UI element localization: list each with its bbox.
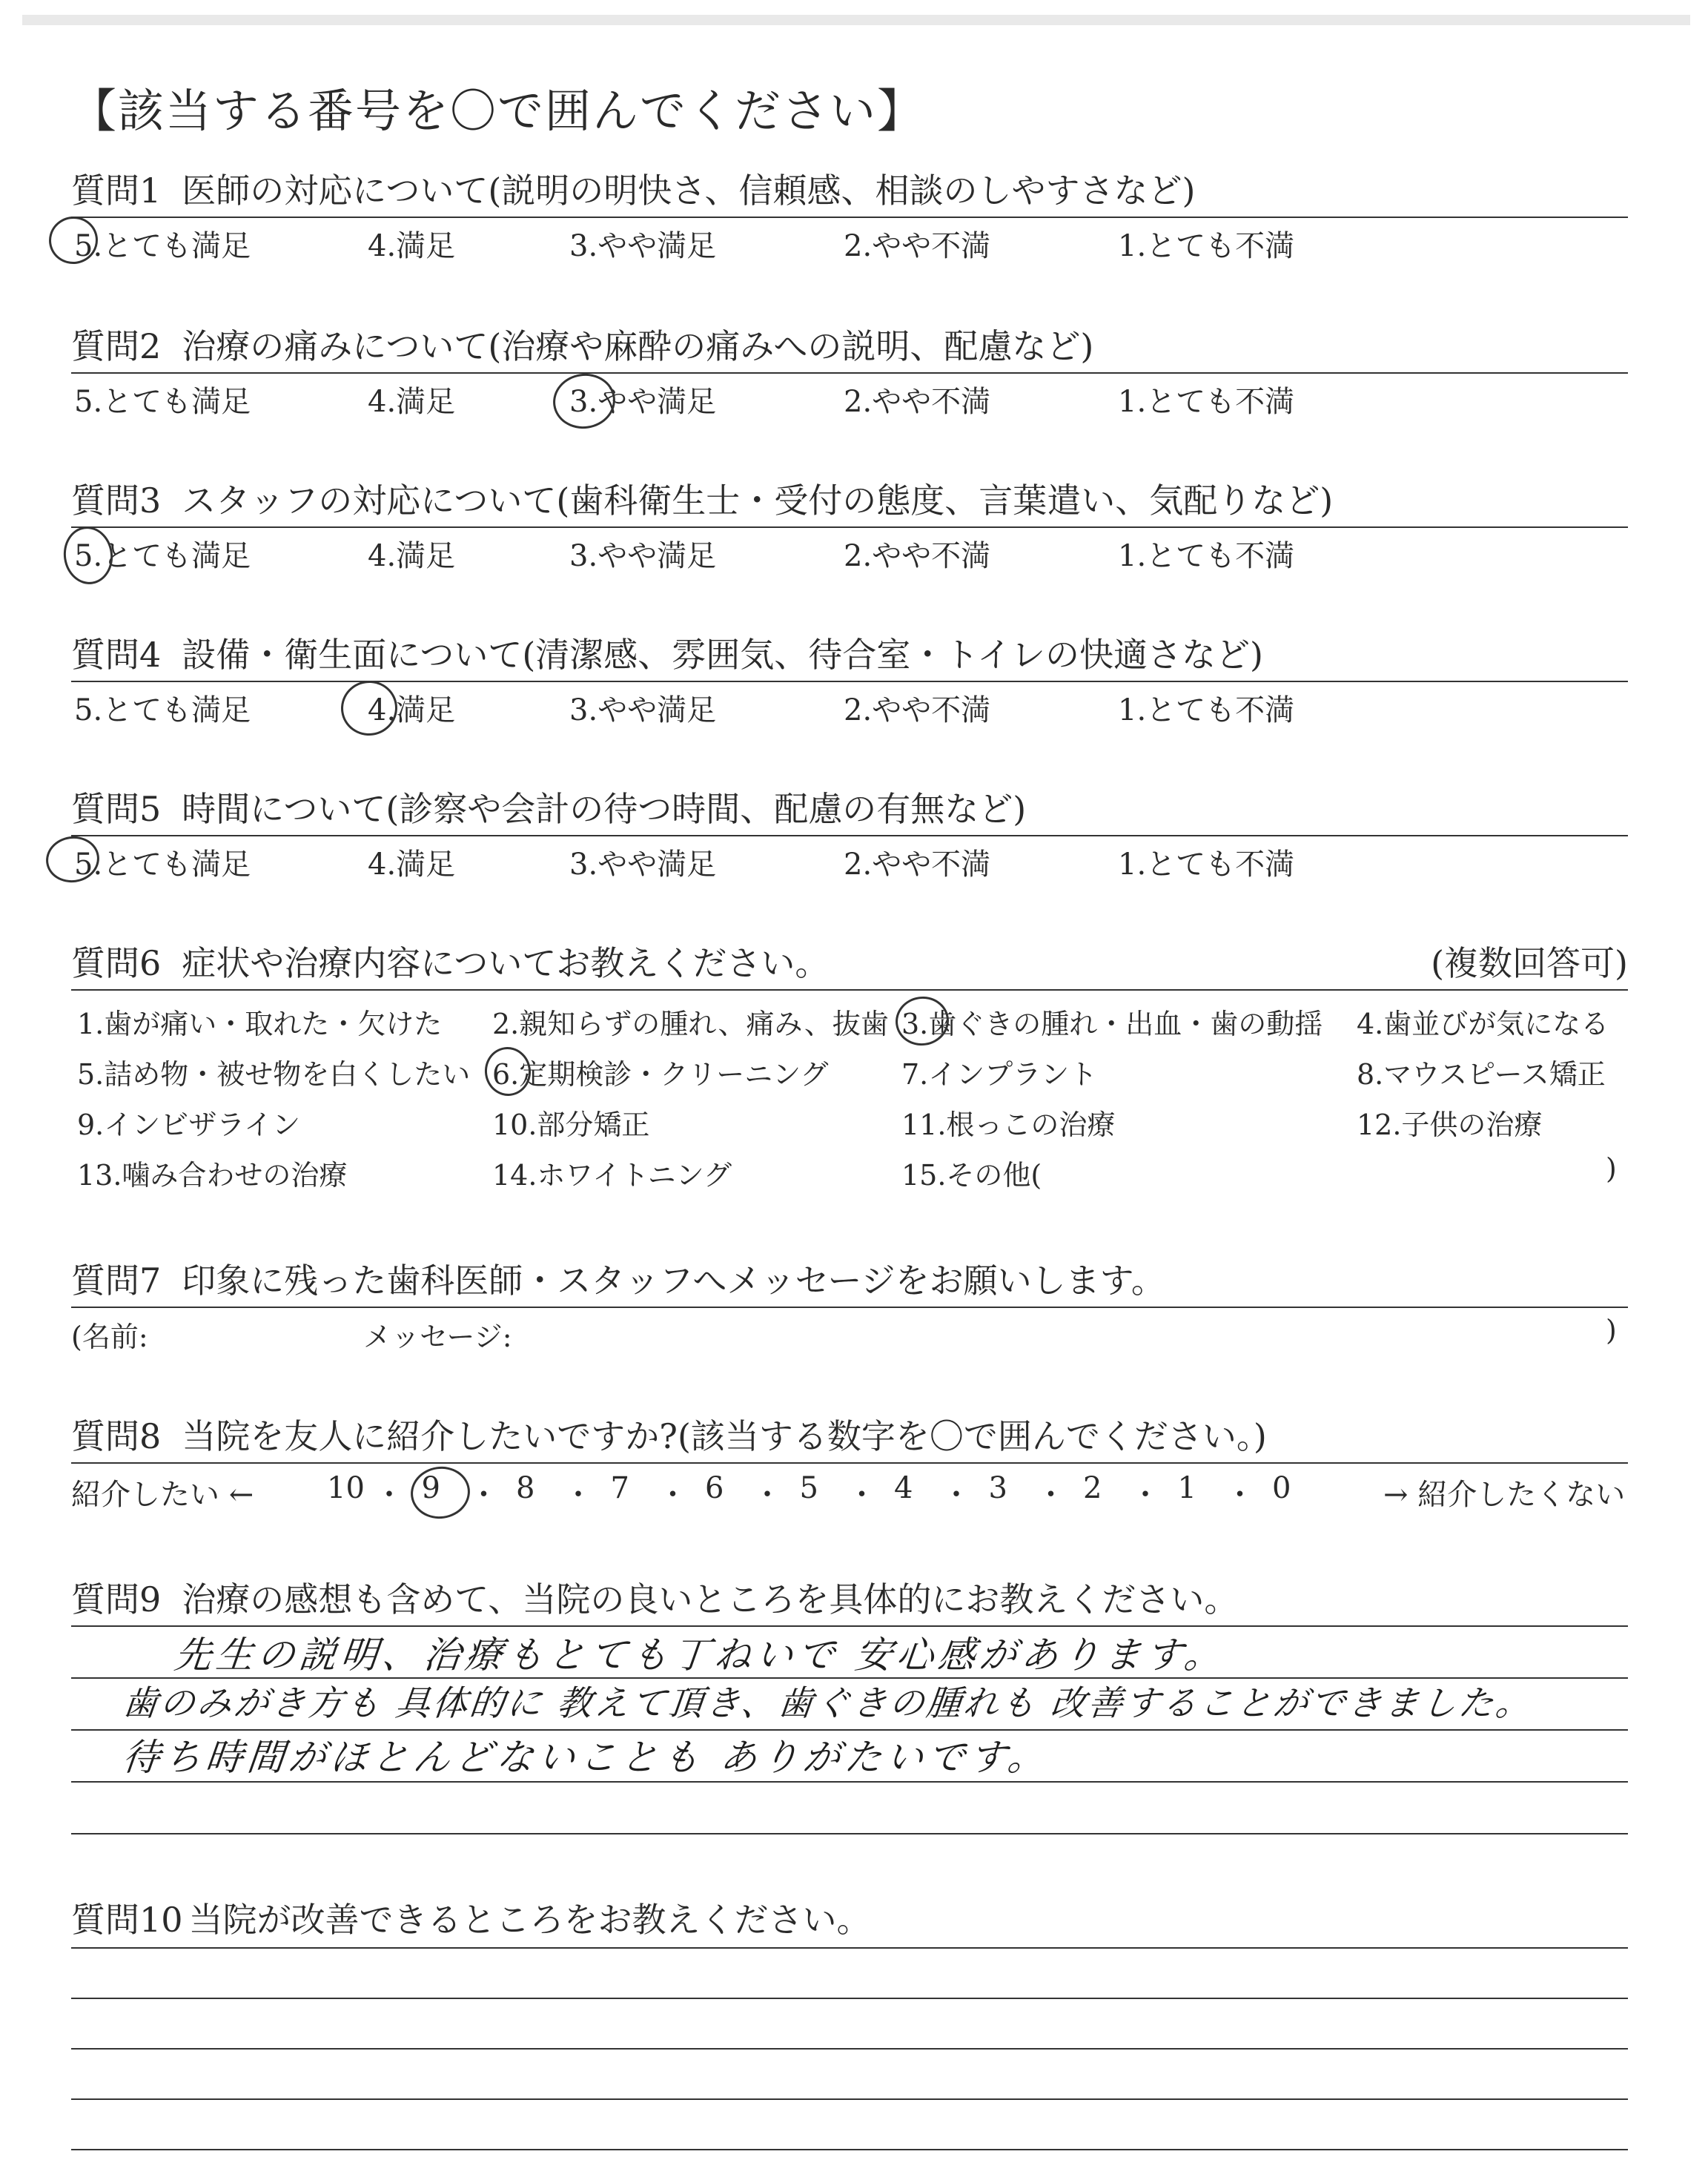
scan-edge (22, 15, 1690, 25)
scale-separator: ・ (658, 1478, 688, 1512)
question-title: 当院が改善できるところをお教えください。 (188, 1900, 871, 1940)
scale-value-5[interactable]: 5 (799, 1471, 818, 1505)
message-row (71, 1308, 1628, 1353)
question-title: スタッフの対応について(歯科衛生士・受付の態度、言葉遣い、気配りなど) (182, 480, 1334, 521)
scale-separator: ・ (941, 1478, 971, 1512)
symptom-option[interactable]: 4.歯並びが気になる (1357, 1008, 1609, 1040)
rating-options (71, 374, 1628, 419)
option-5[interactable]: 5.とても満足 (74, 848, 251, 882)
option-4[interactable]: 4.満足 (368, 385, 456, 419)
option-1[interactable]: 1.とても不満 (1118, 848, 1295, 882)
rule-line (71, 1833, 1628, 1834)
symptom-option[interactable]: 6.定期検診・クリーニング (492, 1058, 829, 1091)
rule-line (71, 1947, 1628, 1949)
scale-separator: ・ (1131, 1478, 1160, 1512)
option-3[interactable]: 3.やや満足 (569, 693, 717, 727)
recommend-scale (71, 1464, 1628, 1512)
option-1[interactable]: 1.とても不満 (1118, 229, 1295, 263)
question-number: 質問9 (71, 1579, 162, 1619)
option-3[interactable]: 3.やや満足 (569, 385, 717, 419)
question-title: 症状や治療内容についてお教えください。 (182, 943, 830, 983)
scale-separator: ・ (374, 1478, 404, 1512)
symptom-option[interactable]: 3.歯ぐきの腫れ・出血・歯の動揺 (901, 1008, 1323, 1040)
question-number: 質問6 (71, 943, 162, 983)
option-5[interactable]: 5.とても満足 (74, 229, 251, 263)
handwritten-answer-line: 先生の説明、治療もとても丁ねいで 安心感があります。 (172, 1634, 1228, 1677)
symptom-option[interactable]: 7.インプラント (901, 1058, 1098, 1091)
message-close-paren: ) (1606, 1314, 1617, 1347)
symptom-option[interactable]: 2.親知らずの腫れ、痛み、抜歯 (492, 1008, 889, 1040)
scale-value-8[interactable]: 8 (516, 1471, 535, 1505)
selection-circle (408, 1463, 474, 1522)
symptom-option-other[interactable]: 15.その他( (901, 1159, 1042, 1192)
rule-line (71, 1998, 1628, 1999)
question-title: 印象に残った歯科医師・スタッフへメッセージをお願いします。 (182, 1261, 1165, 1301)
question-title: 時間について(診察や会計の待つ時間、配慮の有無など) (182, 789, 1027, 829)
rule-line (71, 1781, 1628, 1783)
option-4[interactable]: 4.満足 (368, 693, 456, 727)
name-label: (名前: (71, 1321, 148, 1353)
question-6 (71, 942, 1628, 1206)
question-4 (71, 633, 1628, 727)
question-number: 質問10 (71, 1900, 183, 1940)
form-heading: 【該当する番号を〇で囲んでください】 (70, 84, 925, 138)
symptom-option[interactable]: 13.噛み合わせの治療 (77, 1159, 348, 1192)
scale-value-9[interactable]: 9 (421, 1471, 440, 1505)
question-number: 質問3 (71, 480, 162, 521)
question-9 (71, 1578, 1628, 1779)
scale-separator: ・ (752, 1478, 782, 1512)
rating-options (71, 682, 1628, 727)
question-number: 質問7 (71, 1261, 162, 1301)
symptom-option[interactable]: 1.歯が痛い・取れた・欠けた (77, 1008, 443, 1040)
question-5 (71, 787, 1628, 882)
question-10 (71, 1898, 1628, 1941)
question-number: 質問1 (71, 171, 162, 211)
question-number: 質問2 (71, 326, 162, 366)
question-8 (71, 1415, 1628, 1512)
rule-line (71, 2098, 1628, 2100)
handwritten-answer-line: 歯のみがき方も 具体的に 教えて頂き、歯ぐきの腫れも 改善することができました。 (120, 1683, 1535, 1724)
scale-separator: ・ (563, 1478, 593, 1512)
option-1[interactable]: 1.とても不満 (1118, 539, 1295, 573)
symptom-option[interactable]: 14.ホワイトニング (492, 1159, 732, 1192)
handwritten-answer-line: 待ち時間がほとんどないことも ありがたいです。 (120, 1736, 1052, 1779)
question-7 (71, 1259, 1628, 1353)
rating-options (71, 528, 1628, 573)
option-5[interactable]: 5.とても満足 (74, 539, 251, 573)
scale-separator: ・ (847, 1478, 877, 1512)
scale-value-3[interactable]: 3 (988, 1471, 1007, 1505)
scale-value-6[interactable]: 6 (705, 1471, 724, 1505)
scale-separator: ・ (1036, 1478, 1066, 1512)
rating-options (71, 836, 1628, 882)
other-close-paren: ) (1606, 1152, 1617, 1185)
option-1[interactable]: 1.とても不満 (1118, 385, 1295, 419)
rating-options (71, 218, 1628, 263)
scale-left-label: 紹介したい ← (71, 1478, 254, 1512)
scale-separator: ・ (469, 1478, 499, 1512)
scale-right-label: → 紹介したくない (1383, 1478, 1626, 1512)
symptom-option[interactable]: 12.子供の治療 (1357, 1109, 1543, 1141)
question-1 (71, 169, 1628, 263)
symptom-options (71, 991, 1628, 1206)
scale-value-2[interactable]: 2 (1083, 1471, 1102, 1505)
option-5[interactable]: 5.とても満足 (74, 693, 251, 727)
question-2 (71, 325, 1628, 419)
option-2[interactable]: 2.やや不満 (844, 693, 991, 727)
option-4[interactable]: 4.満足 (368, 539, 456, 573)
option-2[interactable]: 2.やや不満 (844, 229, 991, 263)
rule-line (71, 2149, 1628, 2150)
question-title: 当院を友人に紹介したいですか?(該当する数字を〇で囲んでください。) (182, 1416, 1267, 1456)
option-3[interactable]: 3.やや満足 (569, 539, 717, 573)
symptom-option[interactable]: 9.インビザライン (77, 1109, 301, 1141)
question-number: 質問5 (71, 789, 162, 829)
option-2[interactable]: 2.やや不満 (844, 539, 991, 573)
option-4[interactable]: 4.満足 (368, 229, 456, 263)
question-number: 質問8 (71, 1416, 162, 1456)
symptom-option[interactable]: 10.部分矯正 (492, 1109, 650, 1141)
option-4[interactable]: 4.満足 (368, 848, 456, 882)
scale-value-4[interactable]: 4 (894, 1471, 913, 1505)
option-2[interactable]: 2.やや不満 (844, 848, 991, 882)
scale-separator: ・ (1225, 1478, 1255, 1512)
question-number: 質問4 (71, 635, 162, 675)
scale-value-7[interactable]: 7 (610, 1471, 629, 1505)
option-1[interactable]: 1.とても不満 (1118, 693, 1295, 727)
symptom-option[interactable]: 8.マウスピース矯正 (1357, 1058, 1606, 1091)
option-3[interactable]: 3.やや満足 (569, 229, 717, 263)
message-label: メッセージ: (363, 1321, 512, 1353)
rule-line (71, 2048, 1628, 2050)
question-3 (71, 479, 1628, 573)
option-5[interactable]: 5.とても満足 (74, 385, 251, 419)
scale-value-10[interactable]: 10 (327, 1471, 365, 1505)
question-title: 医師の対応について(説明の明快さ、信頼感、相談のしやすさなど) (182, 171, 1196, 211)
option-3[interactable]: 3.やや満足 (569, 848, 717, 882)
scale-value-0[interactable]: 0 (1272, 1471, 1291, 1505)
question-title: 設備・衛生面について(清潔感、雰囲気、待合室・トイレの快適さなど) (182, 635, 1263, 675)
question-title: 治療の感想も含めて、当院の良いところを具体的にお教えください。 (182, 1579, 1239, 1619)
multiple-answer-note: (複数回答可) (1431, 943, 1628, 983)
symptom-option[interactable]: 5.詰め物・被せ物を白くしたい (77, 1058, 471, 1091)
question-title: 治療の痛みについて(治療や麻酔の痛みへの説明、配慮など) (182, 326, 1094, 366)
option-2[interactable]: 2.やや不満 (844, 385, 991, 419)
symptom-option[interactable]: 11.根っこの治療 (901, 1109, 1116, 1141)
scale-value-1[interactable]: 1 (1177, 1471, 1196, 1505)
